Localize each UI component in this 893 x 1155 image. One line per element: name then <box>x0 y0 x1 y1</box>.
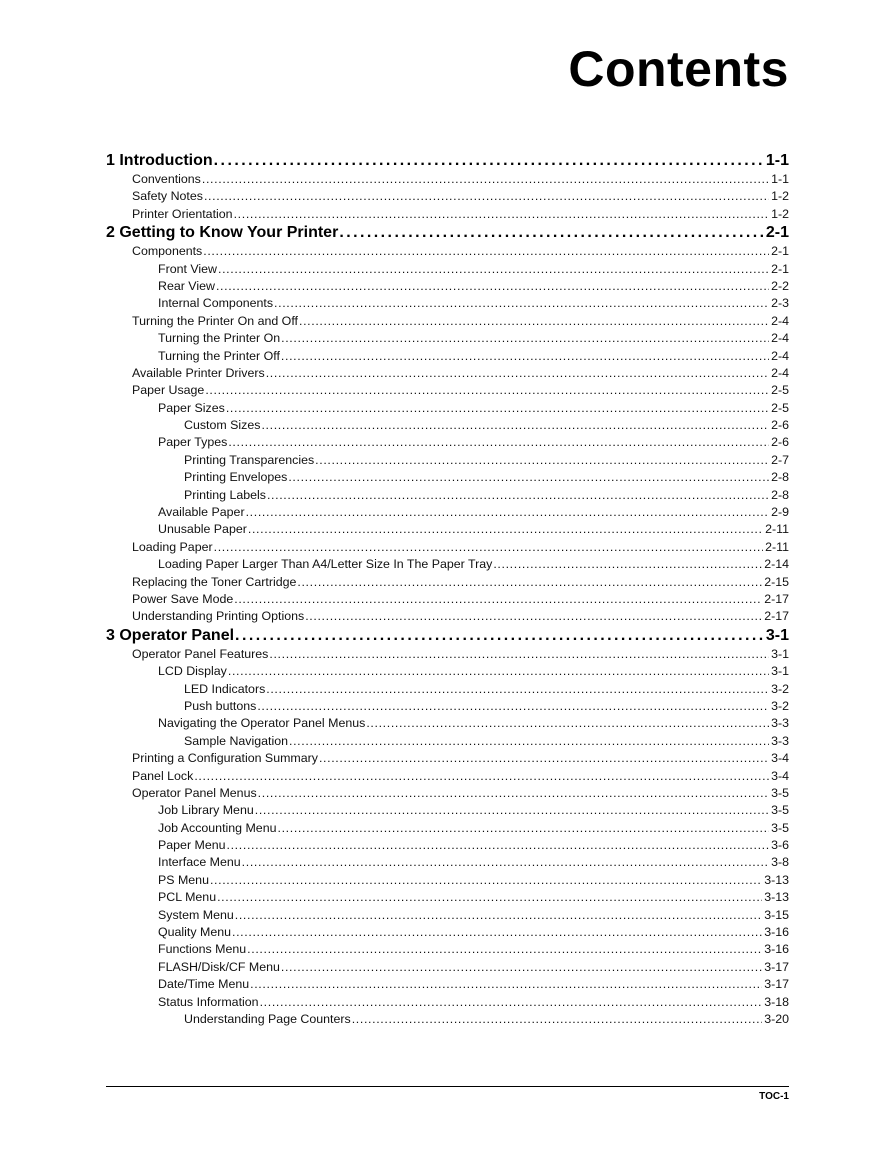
toc-dot-leader <box>269 646 769 663</box>
toc-entry[interactable] <box>106 854 789 871</box>
toc-entry[interactable] <box>106 959 789 976</box>
toc-entry[interactable] <box>106 452 789 469</box>
toc-dot-leader <box>281 330 769 347</box>
toc-dot-leader <box>216 278 769 295</box>
table-of-contents <box>106 151 789 1028</box>
toc-dot-leader <box>305 608 762 625</box>
toc-entry-page-number: 3-5 <box>771 820 789 835</box>
toc-entry-title: LED Indicators <box>184 681 266 696</box>
toc-entry-title: 1 Introduction <box>106 152 213 169</box>
toc-entry-title: Turning the Printer Off <box>158 348 280 363</box>
toc-chapter-entry[interactable] <box>106 626 789 646</box>
toc-entry-title: Interface Menu <box>158 855 241 870</box>
toc-entry[interactable] <box>106 295 789 312</box>
toc-entry[interactable] <box>106 188 789 205</box>
toc-dot-leader <box>266 365 769 382</box>
toc-entry[interactable] <box>106 171 789 188</box>
toc-entry-page-number: 3-1 <box>771 664 789 679</box>
toc-entry-title: Turning the Printer On and Off <box>132 313 298 328</box>
toc-entry-title: LCD Display <box>158 664 227 679</box>
toc-entry[interactable] <box>106 574 789 591</box>
toc-entry-page-number: 2-6 <box>771 435 789 450</box>
toc-entry[interactable] <box>106 872 789 889</box>
toc-dot-leader <box>234 206 770 223</box>
toc-entry-title: Safety Notes <box>132 189 203 204</box>
toc-dot-leader <box>228 434 769 451</box>
toc-entry-title: Panel Lock <box>132 768 194 783</box>
toc-entry-page-number: 3-1 <box>771 646 789 661</box>
toc-entry-page-number: 2-5 <box>771 400 789 415</box>
toc-entry-page-number: 2-1 <box>765 224 789 242</box>
toc-entry-page-number: 3-3 <box>771 733 789 748</box>
toc-dot-leader <box>493 556 762 573</box>
toc-entry[interactable] <box>106 417 789 434</box>
toc-entry-page-number: 2-3 <box>771 296 789 311</box>
toc-entry-page-number: 3-20 <box>764 1011 789 1026</box>
toc-entry[interactable] <box>106 539 789 556</box>
toc-entry-page-number: 2-4 <box>771 348 789 363</box>
toc-dot-leader <box>261 417 769 434</box>
toc-dot-leader <box>366 715 769 732</box>
toc-entry[interactable] <box>106 521 789 538</box>
toc-entry-title: Job Accounting Menu <box>158 820 277 835</box>
toc-entry[interactable] <box>106 820 789 837</box>
toc-entry[interactable] <box>106 591 789 608</box>
toc-entry[interactable] <box>106 487 789 504</box>
toc-entry[interactable] <box>106 348 789 365</box>
toc-entry[interactable] <box>106 785 789 802</box>
toc-dot-leader <box>277 820 769 837</box>
toc-dot-leader <box>281 348 769 365</box>
toc-entry[interactable] <box>106 698 789 715</box>
toc-dot-leader <box>339 223 764 243</box>
toc-entry-title: Paper Menu <box>158 838 226 853</box>
toc-entry-page-number: 2-4 <box>771 313 789 328</box>
toc-dot-leader <box>202 171 769 188</box>
toc-dot-leader <box>266 681 769 698</box>
toc-entry[interactable] <box>106 750 789 767</box>
toc-entry-page-number: 3-3 <box>771 716 789 731</box>
toc-dot-leader <box>226 400 769 417</box>
toc-chapter-entry[interactable] <box>106 223 789 243</box>
toc-entry-title: Conventions <box>132 172 201 186</box>
footer-page-label: TOC-1 <box>759 1091 789 1102</box>
toc-entry[interactable] <box>106 243 789 260</box>
toc-entry-title: Custom Sizes <box>184 418 261 433</box>
toc-entry-title: Available Paper <box>158 505 245 520</box>
toc-entry-title: System Menu <box>158 907 234 922</box>
toc-entry[interactable] <box>106 556 789 573</box>
toc-entry-title: Printing Transparencies <box>184 452 315 467</box>
toc-entry-title: Available Printer Drivers <box>132 365 265 380</box>
toc-dot-leader <box>242 854 769 871</box>
toc-dot-leader <box>203 243 769 260</box>
toc-entry-title: Printer Orientation <box>132 206 233 221</box>
toc-entry-title: Loading Paper Larger Than A4/Letter Size In The Paper Tray <box>158 557 493 572</box>
toc-entry-page-number: 3-13 <box>764 890 789 905</box>
toc-entry-page-number: 2-8 <box>771 487 789 502</box>
toc-dot-leader <box>205 382 769 399</box>
toc-entry-title: Status Information <box>158 994 259 1009</box>
toc-entry[interactable] <box>106 663 789 680</box>
toc-entry-page-number: 1-2 <box>771 189 789 204</box>
toc-entry-title: Operator Panel Features <box>132 646 269 661</box>
toc-entry-page-number: 3-4 <box>771 751 789 766</box>
toc-dot-leader <box>235 626 764 646</box>
toc-entry-title: Paper Usage <box>132 383 205 398</box>
toc-entry[interactable] <box>106 646 789 663</box>
toc-entry-page-number: 2-17 <box>764 591 789 606</box>
toc-dot-leader <box>204 188 769 205</box>
toc-entry-title: 2 Getting to Know Your Printer <box>106 224 339 242</box>
toc-entry-page-number: 3-4 <box>771 768 789 783</box>
toc-entry-page-number: 1-2 <box>771 206 789 221</box>
toc-entry-page-number: 3-18 <box>764 994 789 1009</box>
toc-entry[interactable] <box>106 768 789 785</box>
toc-entry-page-number: 1-1 <box>771 172 789 186</box>
toc-dot-leader <box>297 574 762 591</box>
toc-entry[interactable] <box>106 330 789 347</box>
toc-entry-page-number: 2-4 <box>771 331 789 346</box>
toc-entry-page-number: 3-8 <box>771 855 789 870</box>
toc-entry-page-number: 2-7 <box>771 452 789 467</box>
toc-dot-leader <box>232 924 762 941</box>
toc-dot-leader <box>214 539 764 556</box>
toc-dot-leader <box>247 941 762 958</box>
toc-dot-leader <box>218 261 769 278</box>
toc-entry-title: Date/Time Menu <box>158 977 250 992</box>
toc-entry-title: Turning the Printer On <box>158 331 281 346</box>
toc-entry[interactable] <box>106 802 789 819</box>
toc-entry-title: Power Save Mode <box>132 591 234 606</box>
toc-entry-title: Replacing the Toner Cartridge <box>132 574 297 589</box>
toc-entry-title: Understanding Printing Options <box>132 609 305 624</box>
toc-entry[interactable] <box>106 400 789 417</box>
toc-dot-leader <box>258 785 769 802</box>
toc-dot-leader <box>289 733 769 750</box>
toc-entry-title: PS Menu <box>158 872 209 887</box>
toc-entry[interactable] <box>106 469 789 486</box>
toc-dot-leader <box>260 994 763 1011</box>
toc-entry-title: FLASH/Disk/CF Menu <box>158 959 280 974</box>
toc-entry-title: Internal Components <box>158 296 274 311</box>
toc-entry-title: Understanding Page Counters <box>184 1011 351 1026</box>
toc-entry-title: Front View <box>158 261 217 276</box>
toc-entry[interactable] <box>106 837 789 854</box>
toc-entry[interactable] <box>106 313 789 330</box>
toc-entry-page-number: 2-1 <box>771 261 789 276</box>
toc-dot-leader <box>319 750 769 767</box>
toc-entry-title: Paper Sizes <box>158 400 225 415</box>
toc-dot-leader <box>246 504 770 521</box>
toc-entry[interactable] <box>106 907 789 924</box>
toc-entry[interactable] <box>106 976 789 993</box>
toc-entry[interactable] <box>106 382 789 399</box>
toc-entry-page-number: 1-1 <box>765 152 789 169</box>
toc-entry-title: Sample Navigation <box>184 733 289 748</box>
toc-entry-page-number: 3-6 <box>771 838 789 853</box>
toc-dot-leader <box>210 872 762 889</box>
toc-entry-page-number: 3-15 <box>764 907 789 922</box>
toc-entry[interactable] <box>106 994 789 1011</box>
toc-entry-page-number: 2-11 <box>765 522 789 537</box>
toc-dot-leader <box>281 959 762 976</box>
toc-entry[interactable] <box>106 608 789 625</box>
toc-entry-page-number: 2-6 <box>771 418 789 433</box>
toc-entry-page-number: 2-17 <box>764 609 789 624</box>
toc-dot-leader <box>250 976 762 993</box>
toc-entry-title: Job Library Menu <box>158 803 254 818</box>
toc-entry-page-number: 2-15 <box>764 574 789 589</box>
toc-entry-page-number: 3-16 <box>764 925 789 940</box>
toc-dot-leader <box>217 889 762 906</box>
page-title: Contents <box>568 41 789 97</box>
toc-entry-title: Loading Paper <box>132 539 213 554</box>
toc-entry-page-number: 2-14 <box>764 557 789 572</box>
toc-entry-title: Paper Types <box>158 435 228 450</box>
toc-entry-title: Printing Envelopes <box>184 470 288 485</box>
toc-entry-page-number: 2-5 <box>771 383 789 398</box>
toc-entry-page-number: 3-5 <box>771 785 789 800</box>
toc-entry-page-number: 3-17 <box>764 959 789 974</box>
toc-entry-title: Navigating the Operator Panel Menus <box>158 716 366 731</box>
toc-entry-page-number: 3-13 <box>764 872 789 887</box>
toc-dot-leader <box>214 151 764 171</box>
toc-dot-leader <box>248 521 763 538</box>
toc-dot-leader <box>274 295 769 312</box>
toc-dot-leader <box>194 768 769 785</box>
toc-entry[interactable] <box>106 434 789 451</box>
toc-entry-page-number: 2-1 <box>771 244 789 259</box>
toc-entry[interactable] <box>106 206 789 223</box>
toc-dot-leader <box>227 837 770 854</box>
toc-entry-title: Rear View <box>158 278 215 293</box>
toc-entry-title: Unusable Paper <box>158 522 247 537</box>
toc-entry-title: 3 Operator Panel <box>106 626 235 644</box>
toc-entry[interactable] <box>106 681 789 698</box>
toc-dot-leader <box>234 591 762 608</box>
toc-entry[interactable] <box>106 733 789 750</box>
toc-entry[interactable] <box>106 504 789 521</box>
toc-entry-title: Printing Labels <box>184 487 266 502</box>
toc-dot-leader <box>315 452 769 469</box>
toc-entry[interactable] <box>106 261 789 278</box>
toc-dot-leader <box>228 663 769 680</box>
toc-entry-title: Components <box>132 244 203 259</box>
toc-entry-page-number: 3-2 <box>771 681 789 696</box>
toc-entry[interactable] <box>106 715 789 732</box>
toc-entry-page-number: 3-17 <box>764 977 789 992</box>
toc-entry-title: PCL Menu <box>158 890 217 905</box>
toc-entry-page-number: 2-9 <box>771 505 789 520</box>
toc-dot-leader <box>257 698 769 715</box>
toc-entry-page-number: 3-2 <box>771 698 789 713</box>
toc-dot-leader <box>352 1011 762 1028</box>
toc-entry[interactable] <box>106 365 789 382</box>
toc-entry-page-number: 2-2 <box>771 278 789 293</box>
toc-dot-leader <box>235 907 762 924</box>
toc-entry-page-number: 2-4 <box>771 365 789 380</box>
toc-dot-leader <box>299 313 769 330</box>
toc-entry-title: Functions Menu <box>158 942 247 957</box>
toc-entry-page-number: 2-11 <box>765 539 789 554</box>
footer-divider <box>106 1086 789 1087</box>
toc-entry-page-number: 2-8 <box>771 470 789 485</box>
toc-entry[interactable] <box>106 1011 789 1028</box>
toc-entry-title: Printing a Configuration Summary <box>132 751 318 766</box>
toc-entry-title: Quality Menu <box>158 925 232 940</box>
toc-dot-leader <box>267 487 769 504</box>
toc-entry[interactable] <box>106 889 789 906</box>
toc-entry[interactable] <box>106 924 789 941</box>
toc-chapter-entry[interactable] <box>106 151 789 171</box>
toc-entry[interactable] <box>106 278 789 295</box>
toc-entry-title: Push buttons <box>184 698 257 713</box>
toc-entry-title: Operator Panel Menus <box>132 785 257 800</box>
toc-dot-leader <box>255 802 769 819</box>
toc-dot-leader <box>288 469 769 486</box>
toc-entry-page-number: 3-16 <box>764 942 789 957</box>
toc-entry[interactable] <box>106 941 789 958</box>
toc-entry-page-number: 3-5 <box>771 803 789 818</box>
toc-entry-page-number: 3-1 <box>765 626 789 644</box>
